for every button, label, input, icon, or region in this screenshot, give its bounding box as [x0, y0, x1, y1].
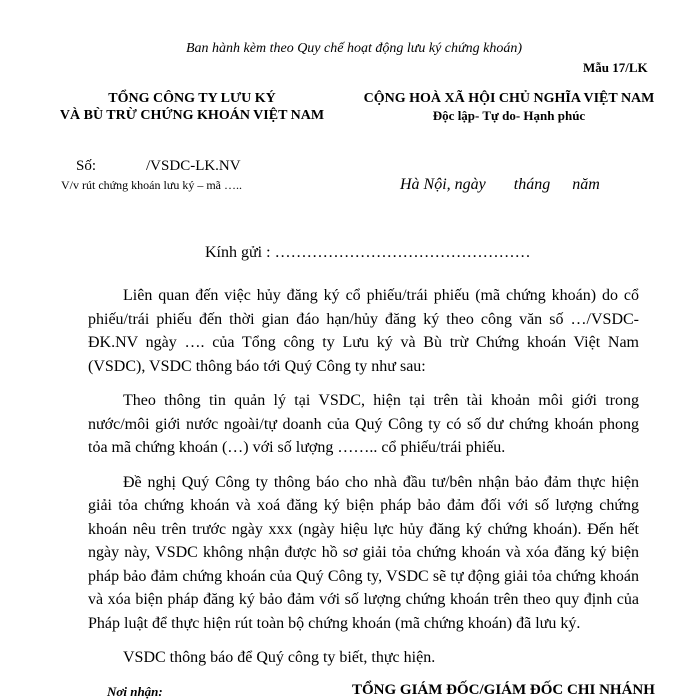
organization-line-2: VÀ BÙ TRỪ CHỨNG KHOÁN VIỆT NAM: [59, 108, 325, 123]
document-body: [88, 284, 639, 681]
form-code: Mẫu 17/LK: [583, 60, 648, 75]
national-heading: [350, 90, 668, 124]
place-day: Hà Nội, ngày: [400, 176, 486, 193]
signer-title: TỔNG GIÁM ĐỐC/GIÁM ĐỐC CHI NHÁNH: [352, 682, 655, 698]
receivers-label: Nơi nhận:: [107, 684, 163, 699]
nation-title: CỘNG HOÀ XÃ HỘI CHỦ NGHĨA VIỆT NAM: [363, 91, 655, 106]
organization-name: [50, 90, 334, 124]
document-subject: V/v rút chứng khoán lưu ký – mã …..: [61, 178, 242, 192]
reference-number-label: Số:: [76, 158, 97, 174]
reference-number-value: /VSDC-LK.NV: [146, 158, 241, 174]
recipient-line: Kính gửi : …………………………………………: [205, 244, 531, 261]
body-paragraph: Liên quan đến việc hủy đăng ký cổ phiếu/trái phiếu (mã chứng khoán) do cổ phiếu/trái phiếu đến thời gian đáo hạn/hủy đăng ký theo công văn số …/VSDC-ĐK.NV ngày …. của Tổng công ty Lưu ký và Bù trừ Chứng khoán Việt Nam (VSDC), VSDC thông báo tới Quý Công ty như sau:: [88, 287, 639, 375]
organization-line-1: TỔNG CÔNG TY LƯU KÝ: [108, 91, 276, 106]
body-paragraph: Đề nghị Quý Công ty thông báo cho nhà đầu tư/bên nhận bảo đảm thực hiện giải tỏa chứng khoán và xoá đăng ký biện pháp bảo đảm đối với số lượng chứng khoán nêu trên trước ngày xxx (ngày hiệu lực hủy đăng ký chứng khoán). Đến hết ngày này, VSDC không nhận được hồ sơ giải tỏa chứng khoán và xóa đăng ký biện pháp bảo đảm chứng khoán của Quý Công ty, VSDC sẽ tự động giải tỏa chứng khoán và xóa biện pháp đăng ký bảo đảm với số lượng chứng khoán trên theo quy định của Pháp luật để thực hiện rút toàn bộ chứng khoán (mã chứng khoán) đã lưu ký.: [88, 473, 639, 632]
date-year: năm: [572, 176, 600, 193]
body-paragraph: Theo thông tin quản lý tại VSDC, hiện tại trên tài khoản môi giới trong nước/môi giới nước ngoài/tự doanh của Quý Công ty có số dư chứng khoán phong tỏa mã chứng khoán (…) với số lượng …….. cổ phiếu/trái phiếu.: [88, 392, 639, 456]
date-month: tháng: [513, 176, 551, 193]
issued-note: Ban hành kèm theo Quy chế hoạt động lưu ký chứng khoán): [186, 41, 523, 56]
reference-number: [76, 158, 241, 175]
place-date: [400, 176, 600, 194]
nation-motto: Độc lập- Tự do- Hạnh phúc: [432, 108, 586, 123]
body-paragraph: VSDC thông báo để Quý công ty biết, thực hiện.: [123, 649, 436, 666]
